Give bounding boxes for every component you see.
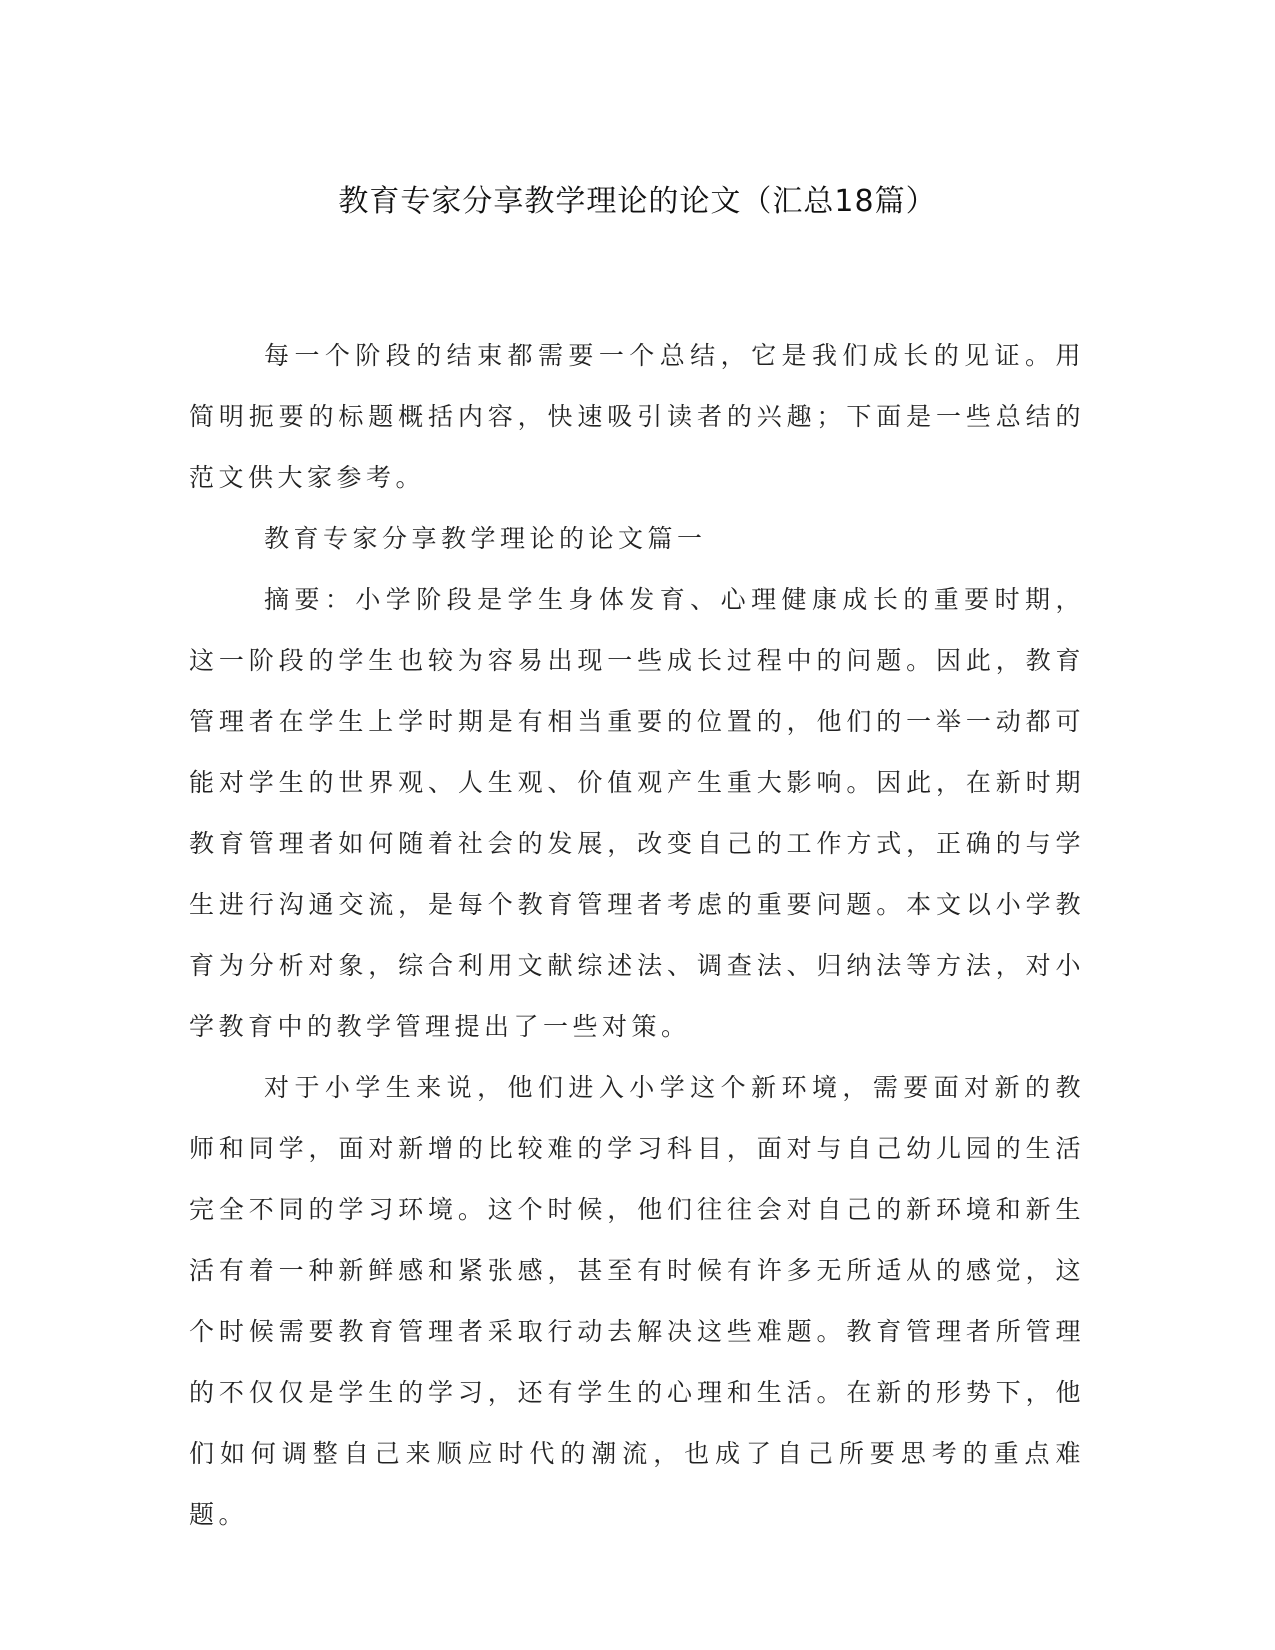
abstract-paragraph: 摘要：小学阶段是学生身体发育、心理健康成长的重要时期，这一阶段的学生也较为容易出现一些成长过程中的问题。因此，教育管理者在学生上学时期是有相当重要的位置的，他们的一举一动都可能对学生的世界观、人生观、价值观产生重大影响。因此，在新时期教育管理者如何随着社会的发展，改变自己的工作方式，正确的与学生进行沟通交流，是每个教育管理者考虑的重要问题。本文以小学教育为分析对象，综合利用文献综述法、调查法、归纳法等方法，对小学教育中的教学管理提出了一些对策。	[189, 585, 1085, 1041]
document-body	[189, 325, 1085, 1545]
document-title: 教育专家分享教学理论的论文（汇总18篇）	[338, 184, 937, 219]
section-heading: 教育专家分享教学理论的论文篇一	[264, 524, 707, 553]
body-paragraph: 对于小学生来说，他们进入小学这个新环境，需要面对新的教师和同学，面对新增的比较难的学习科目，面对与自己幼儿园的生活完全不同的学习环境。这个时候，他们往往会对自己的新环境和新生活有着一种新鲜感和紧张感，甚至有时候有许多无所适从的感觉，这个时候需要教育管理者采取行动去解决这些难题。教育管理者所管理的不仅仅是学生的学习，还有学生的心理和生活。在新的形势下，他们如何调整自己来顺应时代的潮流，也成了自己所要思考的重点难题。	[189, 1073, 1085, 1529]
intro-paragraph: 每一个阶段的结束都需要一个总结，它是我们成长的见证。用简明扼要的标题概括内容，快速吸引读者的兴趣；下面是一些总结的范文供大家参考。	[189, 341, 1085, 492]
